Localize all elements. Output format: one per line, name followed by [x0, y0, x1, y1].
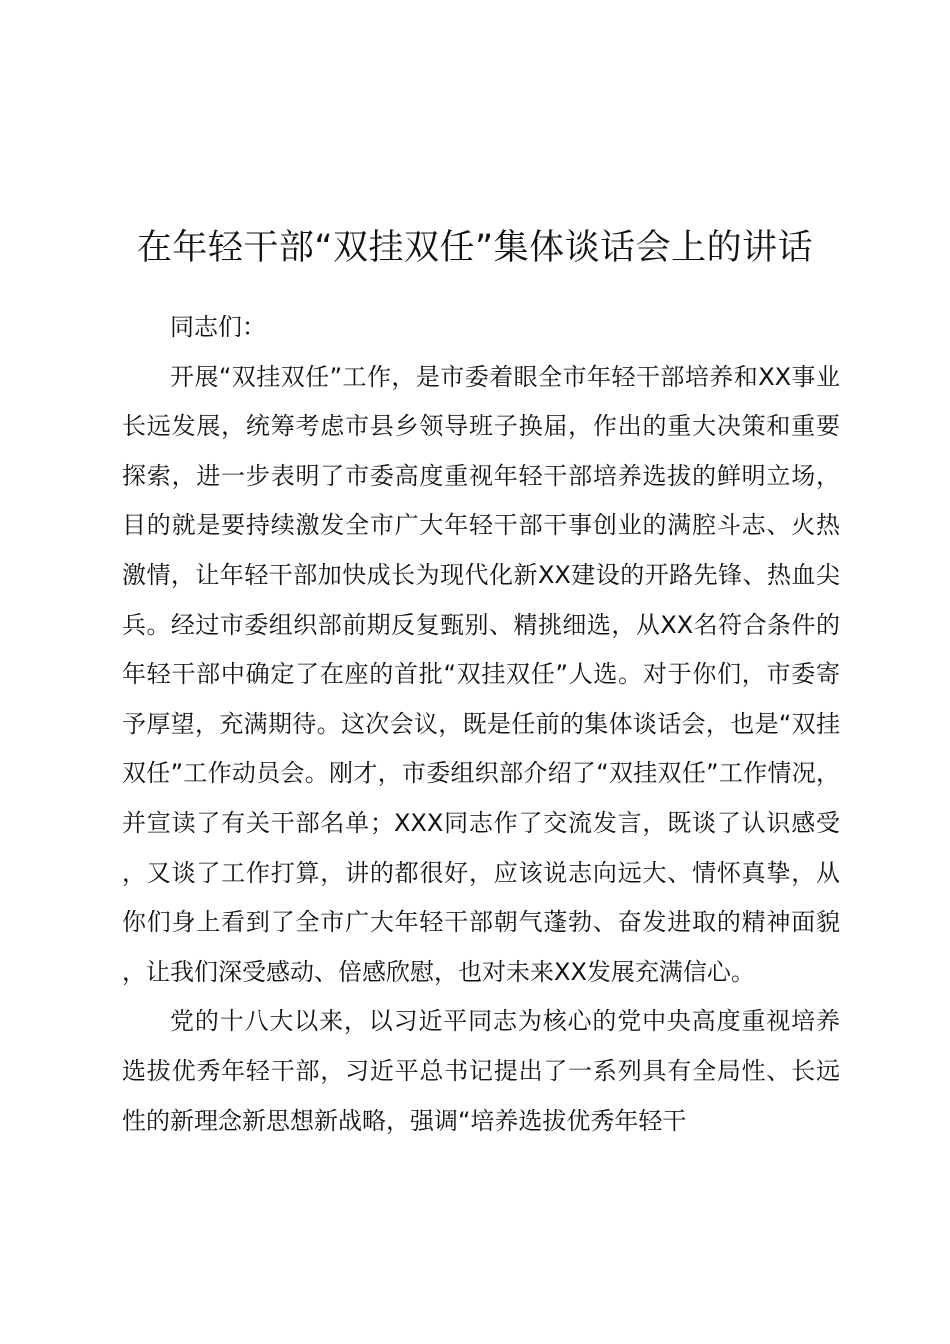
- paragraph: 党的十八大以来，以习近平同志为核心的党中央高度重视培养选拔优秀年轻干部，习近平总书记提出了一系列具有全局性、长远性的新理念新思想新战略，强调“培养选拔优秀年轻干: [122, 1007, 840, 1135]
- document-body: [122, 303, 840, 1146]
- document-title: 在年轻干部“双挂双任”集体谈话会上的讲话: [136, 228, 814, 268]
- salutation: 同志们：: [170, 313, 266, 341]
- paragraph: 开展“双挂双任”工作，是市委着眼全市年轻干部培养和XX事业长远发展，统筹考虑市县乡领导班子换届，作出的重大决策和重要探索，进一步表明了市委高度重视年轻干部培养选拔的鲜明立场，目的就是要持续激发全市广大年轻干部干事创业的满腔斗志、火热激情，让年轻干部加快成长为现代化新XX建设的开路先锋、热血尖兵。经过市委组织部前期反复甄别、精挑细选，从XX名符合条件的年轻干部中确定了在座的首批“双挂双任”人选。对于你们，市委寄予厚望，充满期待。这次会议，既是任前的集体谈话会，也是“双挂双任”工作动员会。刚才，市委组织部介绍了“双挂双任”工作情况，并宣读了有关干部名单；XXX同志作了交流发言，既谈了认识感受，又谈了工作打算，讲的都很好，应该说志向远大、情怀真挚，从你们身上看到了全市广大年轻干部朝气蓬勃、奋发进取的精神面貌，让我们深受感动、倍感欣慰，也对未来XX发展充满信心。: [122, 362, 840, 986]
